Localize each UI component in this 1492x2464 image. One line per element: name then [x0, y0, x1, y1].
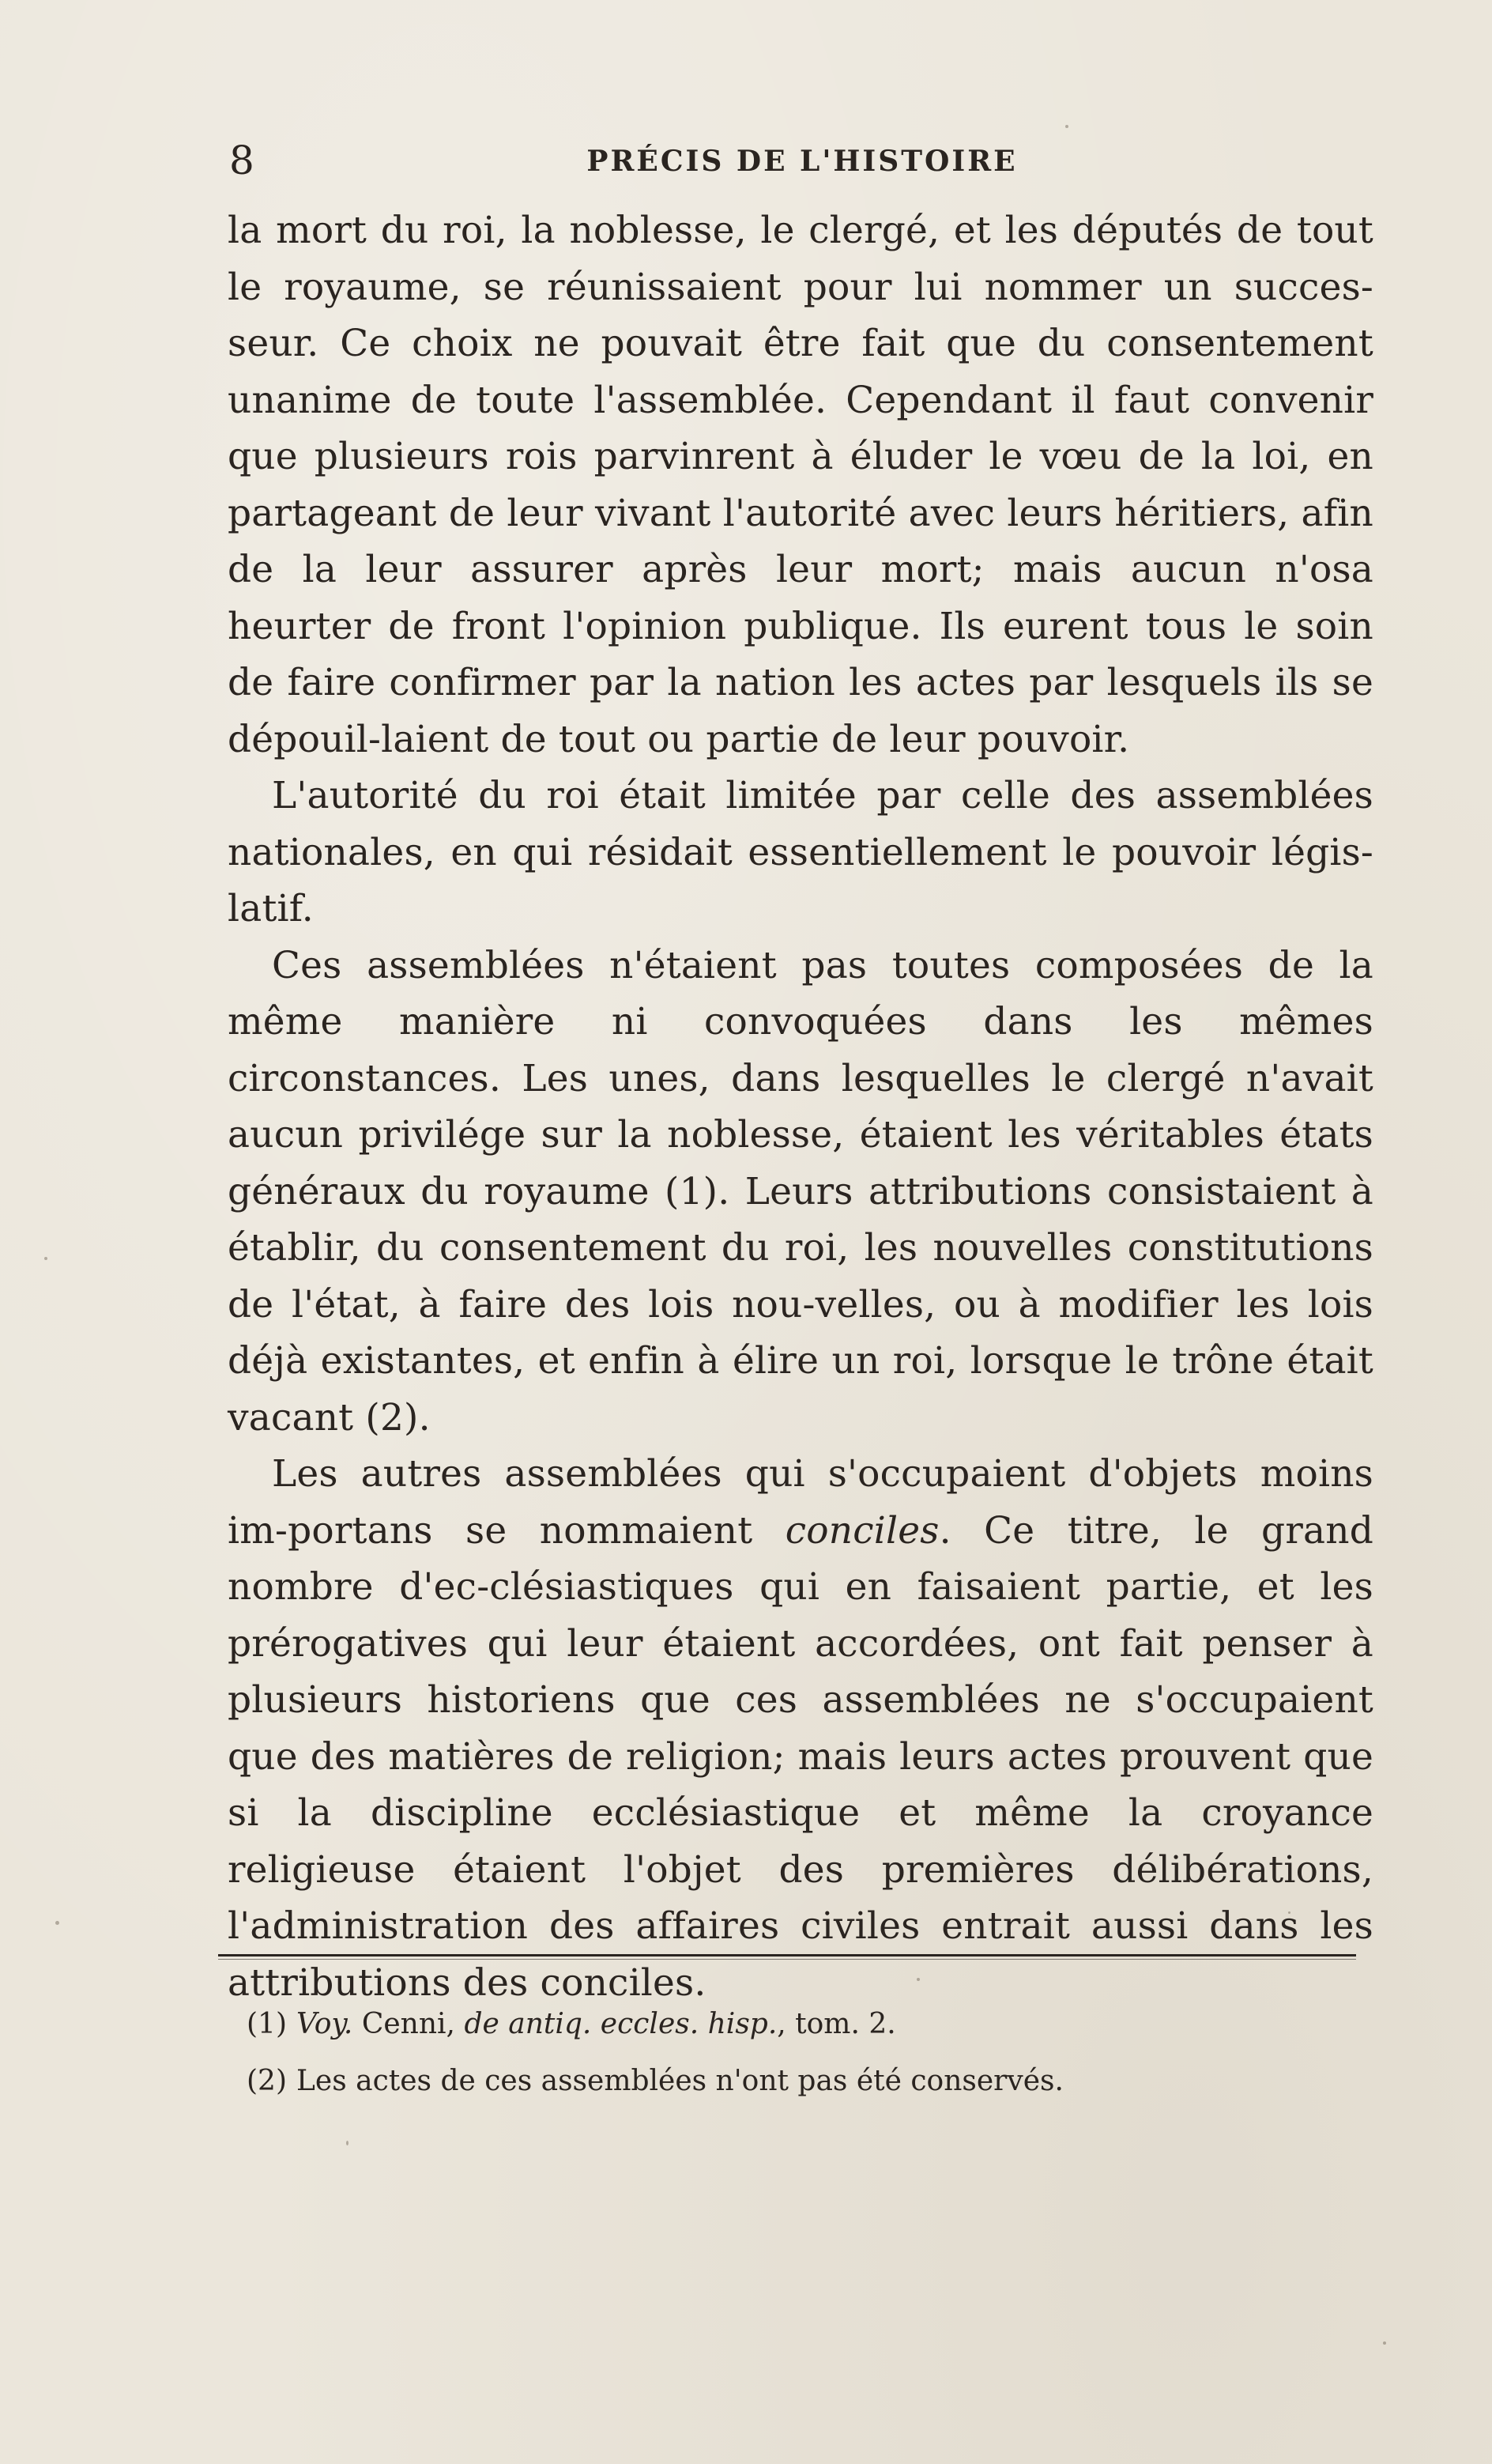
paragraph-4-part-2: . Ce titre, le grand nombre d'ec-clésiastiques qui en faisaient partie, et les prérogatives qui leur étaient accordées, ont fait penser à plusieurs historiens que ces assemblées ne s'occupaient que des matières de religion; mais leurs actes prouvent que si la discipline ecclésiastique et même la croyance religieuse étaient l'objet des premières délibérations, l'administration des affaires civiles entrait aussi dans les attributions des conciles.: [228, 1508, 1373, 2005]
paragraph-4: [228, 1446, 1373, 2011]
paper-speck: [909, 963, 911, 965]
paragraph-3: Ces assemblées n'étaient pas toutes composées de la même manière ni convoquées dans les mêmes circonstances. Les unes, dans lesquelles le clergé n'avait aucun privilége sur la noblesse, étaient les véritables états généraux du royaume (1). Leurs attributions consistaient à établir, du consentement du roi, les nouvelles constitutions de l'état, à faire des lois nou-velles, ou à modifier les lois déjà existantes, et enfin à élire un roi, lorsque le trône était vacant (2).: [228, 943, 1373, 1440]
footnote-1-work: de antiq. eccles. hisp.: [464, 2008, 778, 2040]
body-text: [228, 202, 1373, 2011]
paper-speck: [346, 2141, 349, 2145]
footnote-2-text: Les actes de ces assemblées n'ont pas été conservés.: [296, 2065, 1064, 2097]
paragraph-4-part-1: Les autres assemblées qui s'occupaient d'objets moins im-portans se nommaient: [228, 1452, 1373, 1553]
footnote-1-tail: , tom. 2.: [777, 2008, 896, 2040]
running-head: PRÉCIS DE L'HISTOIRE: [586, 145, 1018, 178]
paper-speck: [1383, 2341, 1386, 2345]
paper-speck: [44, 1257, 47, 1260]
footnote-2: [247, 2061, 1369, 2102]
footnote-rule-thin: [218, 1959, 1356, 1960]
footnotes: [247, 2004, 1369, 2118]
footnote-1: [247, 2004, 1369, 2045]
footnote-1-voy: Voy.: [296, 2008, 353, 2040]
paragraph-2: L'autorité du roi était limitée par celle des assemblées nationales, en qui résidait essentiellement le pouvoir légis-latif.: [228, 774, 1373, 930]
paper-speck: [55, 1921, 59, 1925]
footnote-1-mark: (1): [247, 2008, 287, 2040]
footnote-1-author: Cenni,: [352, 2008, 465, 2040]
page-header: [229, 133, 1375, 188]
paper-speck: [1288, 1911, 1290, 1914]
paragraph-4-italic-conciles: conciles: [785, 1508, 940, 1553]
page-number: 8: [229, 138, 254, 183]
footnote-2-mark: (2): [247, 2065, 287, 2097]
paper-speck: [1065, 125, 1068, 128]
footnote-rule: [218, 1954, 1356, 1956]
paragraph-1: la mort du roi, la noblesse, le clergé, et les députés de tout le royaume, se réunissaient pour lui nommer un succes-seur. Ce choix ne pouvait être fait que du consentement unanime de toute l'assemblée. Cependant il faut convenir que plusieurs rois parvinrent à éluder le vœu de la loi, en partageant de leur vivant l'autorité avec leurs héritiers, afin de la leur assurer après leur mort; mais aucun n'osa heurter de front l'opinion publique. Ils eurent tous le soin de faire confirmer par la nation les actes par lesquels ils se dépouil-laient de tout ou partie de leur pouvoir.: [228, 209, 1373, 761]
paper-speck: [917, 1978, 920, 1981]
